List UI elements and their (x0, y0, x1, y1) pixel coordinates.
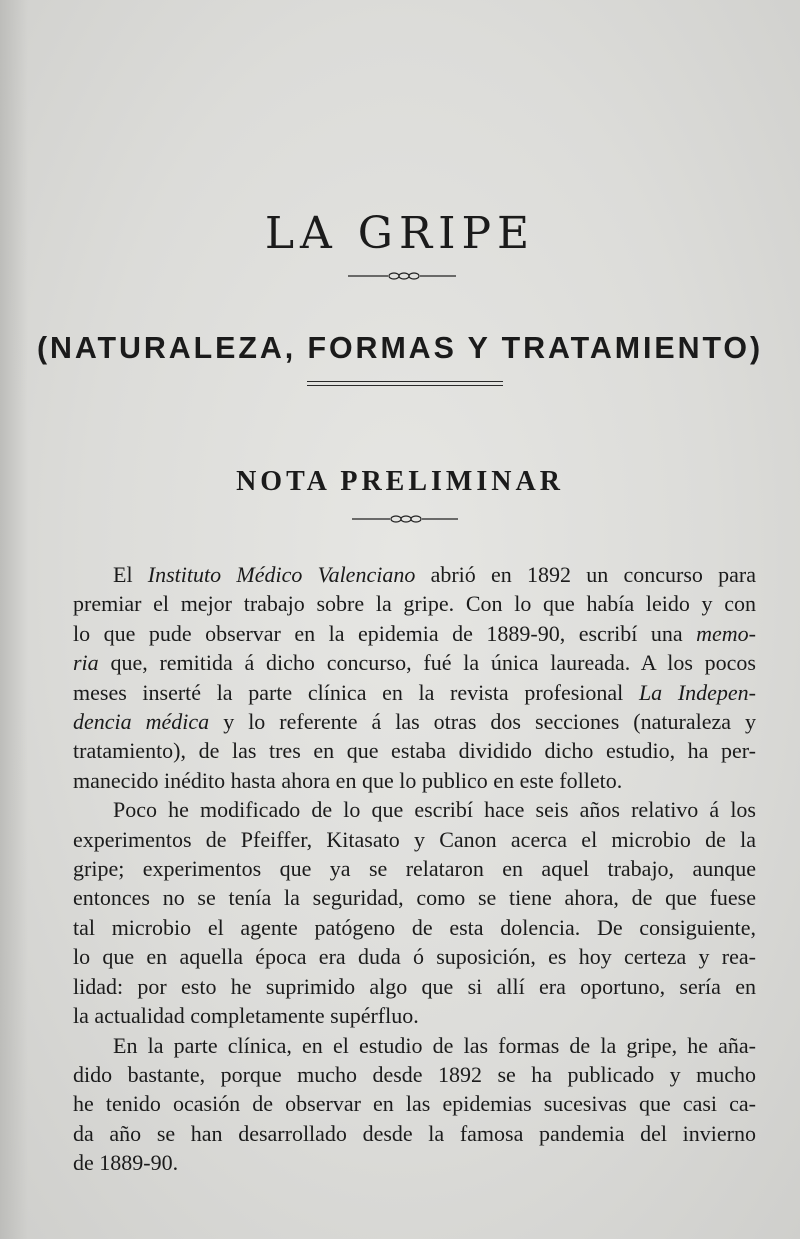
paragraph-1-line: meses inserté la parte clínica en la revista profesional La Indepen- (73, 679, 756, 705)
paragraph-2-line: lidad: por esto he suprimido algo que si allí era oportuno, sería en (73, 973, 756, 999)
paragraph-2-line: lo que en aquella época era duda ó suposición, es hoy certeza y rea- (73, 944, 756, 970)
italic-text: dencia médica (73, 709, 210, 735)
title-ornament-divider (0, 270, 800, 282)
body-text (73, 560, 756, 1178)
paragraph-2-line: tal microbio el agente patógeno de esta dolencia. De consiguiente, (73, 914, 756, 940)
subtitle-double-rule (307, 381, 503, 389)
italic-text: Instituto Médico Valenciano (147, 562, 416, 587)
paragraph-1-line: premiar el mejor trabajo sobre la gripe. Con lo que había leido y con (73, 591, 756, 617)
paragraph-1-line: lo que pude observar en la epidemia de 1889-90, escribí una memo- (73, 620, 756, 646)
paragraph-2-line: la actualidad completamente supérfluo. (73, 1003, 419, 1029)
paragraph-1-line: dencia médica y lo referente á las otras dos secciones (naturaleza y (73, 709, 757, 735)
paragraph-2-line: entonces no se tenía la seguridad, como se tiene ahora, de que fuese (73, 885, 756, 911)
paragraph-3-line: he tenido ocasión de observar en las epidemias sucesivas que casi ca- (73, 1091, 756, 1117)
paragraph-3-line: En la parte clínica, en el estudio de las formas de la gripe, he aña- (113, 1032, 756, 1058)
paragraph-3-line: da año se han desarrollado desde la famosa pandemia del invierno (73, 1120, 756, 1146)
paragraph-2-line: experimentos de Pfeiffer, Kitasato y Canon acerca el microbio de la (73, 826, 756, 852)
paragraph-2-line: gripe; experimentos que ya se relataron en aquel trabajo, aunque (73, 856, 756, 882)
italic-text: ria (73, 650, 99, 676)
italic-text: La Indepen- (638, 679, 756, 705)
document-title: LA GRIPE (264, 208, 536, 259)
paragraph-1-line: manecido inédito hasta ahora en que lo publico en este folleto. (73, 767, 623, 793)
section-ornament-divider (0, 513, 800, 525)
paragraph-2-line: Poco he modificado de lo que escribí hace seis años relativo á los (113, 797, 756, 823)
paragraph-3-line: de 1889-90. (73, 1150, 179, 1176)
page-edge-shadow (0, 0, 28, 1239)
paragraph-3-line: dido bastante, porque mucho desde 1892 se ha publicado y mucho (73, 1061, 756, 1087)
section-heading: NOTA PRELIMINAR (236, 466, 564, 497)
italic-text: memo- (696, 620, 756, 646)
paragraph-1-line: El Instituto Médico Valenciano abrió en 1892 un concurso para (113, 562, 756, 587)
paragraph-1-line: tratamiento), de las tres en que estaba dividido dicho estudio, ha per- (73, 738, 756, 764)
document-subtitle: (NATURALEZA, FORMAS Y TRATAMIENTO) (36, 330, 764, 365)
paragraph-1-line: ria que, remitida á dicho concurso, fué la única laureada. A los pocos (73, 650, 756, 676)
